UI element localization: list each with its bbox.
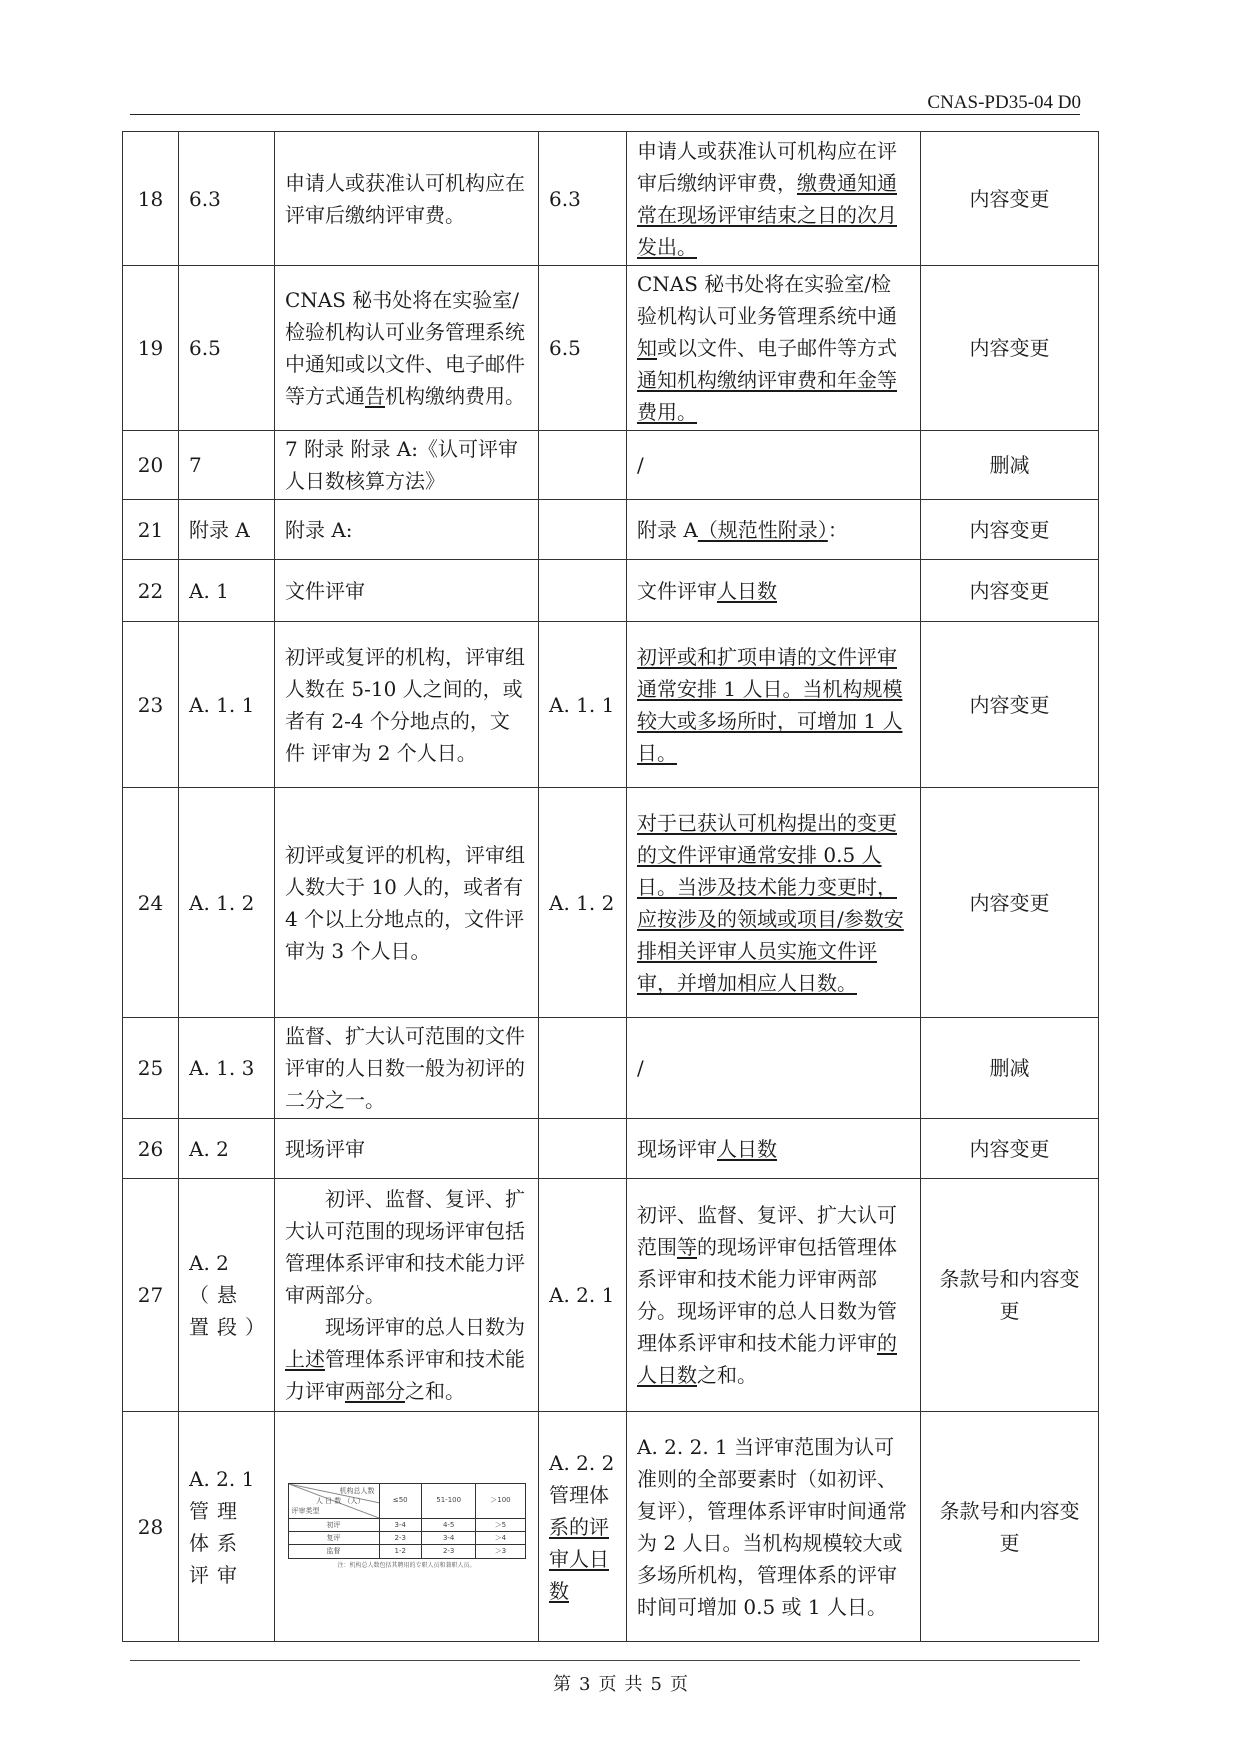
new-text: CNAS 秘书处将在实验室/检验机构认可业务管理系统中通知或以文件、电子邮件等方式通知机构缴纳评审费和年金等费用。 [627, 266, 921, 431]
new-text: 对于已获认可机构提出的变更的文件评审通常安排 0.5 人日。当涉及技术能力变更时，应按涉及的领域或项目/参数安排相关评审人员实施文件评审，并增加相应人日数。 [627, 788, 921, 1018]
old-clause: 6.3 [179, 132, 275, 266]
table-row [123, 500, 1099, 560]
change-type: 内容变更 [921, 622, 1099, 788]
table-row [123, 431, 1099, 500]
page-footer: 第 3 页 共 5 页 [553, 1674, 688, 1695]
change-type: 内容变更 [921, 1119, 1099, 1179]
row-number: 21 [123, 500, 179, 560]
diagonal-header-cell: 机构总人数 人 日 数 （人） 评审类型 [288, 1483, 379, 1518]
change-type: 内容变更 [921, 560, 1099, 622]
old-clause: A. 2 （悬置段） [179, 1179, 275, 1412]
old-text: 初评、监督、复评、扩大认可范围的现场评审包括管理体系评审和技术能力评审两部分。 现场评审的总人日数为上述管理体系评审和技术能力评审两部分之和。 [275, 1179, 539, 1412]
change-type: 删减 [921, 431, 1099, 500]
table-row [123, 788, 1099, 1018]
table-row: 复评 2-3 3-4 ＞4 [288, 1532, 525, 1545]
old-clause: A. 2 [179, 1119, 275, 1179]
total-pages: 5 [650, 1674, 662, 1695]
table-row [123, 1018, 1099, 1119]
old-clause: 7 [179, 431, 275, 500]
old-clause: A. 2. 1 管理体系评审 [179, 1412, 275, 1642]
change-type: 内容变更 [921, 788, 1099, 1018]
change-type: 条款号和内容变更 [921, 1179, 1099, 1412]
new-clause [539, 1119, 627, 1179]
header-rule [130, 114, 1080, 115]
column-header: ＞100 [476, 1483, 525, 1518]
row-number: 20 [123, 431, 179, 500]
old-clause: A. 1. 1 [179, 622, 275, 788]
table-row: 监督 1-2 2-3 ＞3 [288, 1545, 525, 1558]
new-clause: A. 1. 1 [539, 622, 627, 788]
old-clause: A. 1. 3 [179, 1018, 275, 1119]
new-clause [539, 1018, 627, 1119]
change-type: 内容变更 [921, 132, 1099, 266]
document-code: CNAS-PD35-04 D0 [927, 92, 1081, 113]
person-days-table [288, 1483, 526, 1559]
new-text: / [627, 431, 921, 500]
old-clause: 6.5 [179, 266, 275, 431]
new-text: 初评或和扩项申请的文件评审通常安排 1 人日。当机构规模较大或多场所时，可增加 1 人日。 [627, 622, 921, 788]
table-row [123, 1179, 1099, 1412]
column-header: ≤50 [379, 1483, 421, 1518]
old-text: 7 附录 附录 A:《认可评审人日数核算方法》 [275, 431, 539, 500]
new-clause: 6.3 [539, 132, 627, 266]
table-row [123, 1119, 1099, 1179]
table-row [123, 1412, 1099, 1642]
table-row: 初评 3-4 4-5 ＞5 [288, 1518, 525, 1531]
new-text: 申请人或获准认可机构应在评审后缴纳评审费，缴费通知通常在现场评审结束之日的次月发出。 [627, 132, 921, 266]
table-row [123, 560, 1099, 622]
old-clause: 附录 A [179, 500, 275, 560]
row-number: 19 [123, 266, 179, 431]
table-row [123, 266, 1099, 431]
new-clause: A. 2. 2 管理体系的评审人日数 [539, 1412, 627, 1642]
new-clause [539, 431, 627, 500]
row-number: 26 [123, 1119, 179, 1179]
row-number: 25 [123, 1018, 179, 1119]
table-row [123, 622, 1099, 788]
footer-rule [130, 1660, 1080, 1661]
row-number: 27 [123, 1179, 179, 1412]
row-number: 18 [123, 132, 179, 266]
old-text: 现场评审 [275, 1119, 539, 1179]
new-clause: A. 1. 2 [539, 788, 627, 1018]
new-clause [539, 500, 627, 560]
old-text: 监督、扩大认可范围的文件评审的人日数一般为初评的二分之一。 [275, 1018, 539, 1119]
column-header: 51-100 [421, 1483, 475, 1518]
old-text: 初评或复评的机构，评审组人数大于 10 人的，或者有 4 个以上分地点的，文件评 审为 3 个人日。 [275, 788, 539, 1018]
old-text-embedded-table [275, 1412, 539, 1642]
new-text: 现场评审人日数 [627, 1119, 921, 1179]
old-clause: A. 1. 2 [179, 788, 275, 1018]
row-number: 22 [123, 560, 179, 622]
change-type: 条款号和内容变更 [921, 1412, 1099, 1642]
table-note: 注：机构总人数包括其聘用的专职人员和兼职人员。 [337, 1561, 476, 1569]
table-row [123, 132, 1099, 266]
new-clause: 6.5 [539, 266, 627, 431]
row-number: 28 [123, 1412, 179, 1642]
change-type: 删减 [921, 1018, 1099, 1119]
old-clause: A. 1 [179, 560, 275, 622]
old-text: 初评或复评的机构，评审组人数在 5-10 人之间的，或者有 2-4 个分地点的，文件 评审为 2 个人日。 [275, 622, 539, 788]
old-text: 附录 A: [275, 500, 539, 560]
new-clause [539, 560, 627, 622]
old-text: 文件评审 [275, 560, 539, 622]
changes-table [122, 131, 1099, 1642]
new-text: 初评、监督、复评、扩大认可范围等的现场评审包括管理体系评审和技术能力评审两部分。现场评审的总人日数为管理体系评审和技术能力评审的人日数之和。 [627, 1179, 921, 1412]
change-type: 内容变更 [921, 500, 1099, 560]
old-text: 申请人或获准认可机构应在评审后缴纳评审费。 [275, 132, 539, 266]
new-clause: A. 2. 1 [539, 1179, 627, 1412]
new-text: 附录 A（规范性附录）： [627, 500, 921, 560]
row-number: 23 [123, 622, 179, 788]
new-text: / [627, 1018, 921, 1119]
row-number: 24 [123, 788, 179, 1018]
page-number: 3 [579, 1674, 591, 1695]
new-text: A. 2. 2. 1 当评审范围为认可准则的全部要素时（如初评、复评），管理体系评审时间通常为 2 人日。当机构规模较大或多场所机构，管理体系的评审时间可增加 0.5 或 1 人日。 [627, 1412, 921, 1642]
change-type: 内容变更 [921, 266, 1099, 431]
old-text: CNAS 秘书处将在实验室/检验机构认可业务管理系统中通知或以文件、电子邮件等方式通告机构缴纳费用。 [275, 266, 539, 431]
new-text: 文件评审人日数 [627, 560, 921, 622]
